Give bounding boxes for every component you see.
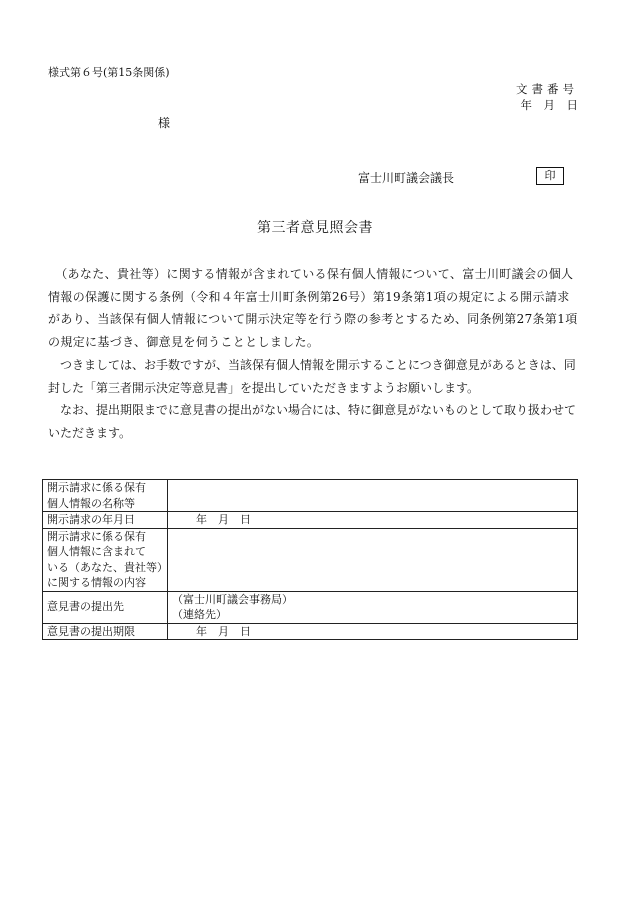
body-paragraph-2: つきましては、お手数ですが、当該保有個人情報を開示することにつき御意見があるときは、同封した「第三者開示決定等意見書」を提出していただきますようお願いします。	[48, 357, 576, 395]
sender-name: 富士川町議会議長	[358, 171, 455, 185]
row-value-request-date: 年 月 日	[168, 512, 578, 529]
table-row	[43, 528, 578, 591]
body-paragraph-1: （あなた、貴社等）に関する情報が含まれている保有個人情報について、富士川町議会の個人情報の保護に関する条例（令和４年富士川町条例第26号）第19条第1項の規定による開示請求があり、当該保有個人情報について開示決定等を行う際の参考とするため、同条例第27条第1項の規定に基づき、御意見を伺うこととしました。	[48, 267, 578, 350]
row-value-info-content	[168, 528, 578, 591]
addressee-suffix: 様	[158, 116, 171, 130]
table-row	[43, 623, 578, 640]
row-label-info-content: 開示請求に係る保有 個人情報に含まれて いる（あなた、貴社等） に関する情報の内容	[43, 528, 168, 591]
row-value-submission-deadline: 年 月 日	[168, 623, 578, 640]
seal-box: 印	[536, 167, 564, 185]
table-row	[43, 480, 578, 512]
row-value-requested-info-name	[168, 480, 578, 512]
row-label-submission-deadline: 意見書の提出期限	[43, 623, 168, 640]
row-label-request-date: 開示請求の年月日	[43, 512, 168, 529]
document-date-label: 年 月 日	[520, 98, 578, 112]
body-paragraph-3: なお、提出期限までに意見書の提出がない場合には、特に御意見がないものとして取り扱わせていただきます。	[48, 403, 577, 440]
table-row	[43, 591, 578, 623]
document-number-label: 文書番号	[516, 82, 578, 96]
body-text	[48, 263, 580, 445]
document-title: 第三者意見照会書	[257, 220, 373, 236]
info-table	[42, 479, 578, 640]
form-number-label: 様式第６号(第15条関係)	[48, 66, 170, 79]
row-label-submission-destination: 意見書の提出先	[43, 591, 168, 623]
table-row	[43, 512, 578, 529]
row-value-submission-destination: （富士川町議会事務局） （連絡先）	[168, 591, 578, 623]
row-label-requested-info-name: 開示請求に係る保有 個人情報の名称等	[43, 480, 168, 512]
